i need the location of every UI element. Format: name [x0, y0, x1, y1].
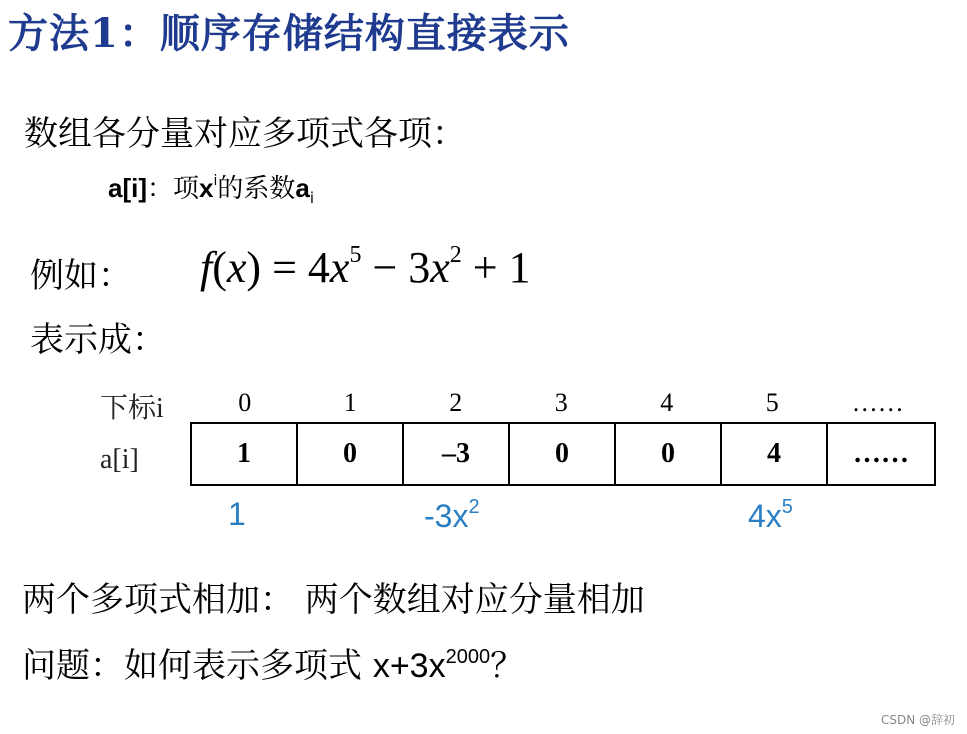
term-annotation-0: 1: [228, 496, 246, 532]
watermark: CSDN @辞初: [880, 713, 955, 727]
addition-rule: 两个多项式相加： 两个数组对应分量相加: [22, 580, 645, 620]
index-cell: ……: [851, 388, 904, 417]
term-annotation-5: $4x^5$: [748, 496, 793, 534]
intro-text: 数组各分量对应多项式各项：: [24, 114, 466, 154]
array-cell: –3: [404, 424, 510, 484]
index-row-label: 下标i: [100, 393, 164, 424]
array-cell: 1: [192, 424, 298, 484]
index-cell: 3: [554, 388, 568, 417]
represent-label: 表示成：: [30, 320, 166, 360]
term-annotation-2: $-3x^2$: [424, 496, 480, 534]
array-cell: 0: [298, 424, 404, 484]
index-cell: 5: [765, 388, 779, 417]
question-line: 问题：如何表示多项式 $x+3x^{2000}$？: [22, 646, 525, 686]
array-row-label: a[i]: [100, 444, 139, 475]
index-row: [192, 388, 931, 418]
array-table: [190, 422, 936, 486]
index-cell: 0: [238, 388, 252, 417]
index-cell: 2: [449, 388, 463, 417]
index-cell: 4: [660, 388, 674, 417]
array-cell: 0: [510, 424, 616, 484]
array-element-label: a[i]: [108, 173, 147, 203]
index-cell: 1: [343, 388, 357, 417]
polynomial-formula: $f(x) = 4x^5 - 3x^2 + 1$: [200, 242, 531, 292]
example-label: 例如：: [30, 256, 132, 296]
page-title: 方法1：顺序存储结构直接表示: [8, 10, 570, 57]
definition-line: a[i]：项$x^i$的系数$a_i$: [108, 173, 315, 207]
array-cell: 0: [616, 424, 722, 484]
array-cell: ……: [853, 438, 909, 469]
array-cell: 4: [722, 424, 828, 484]
